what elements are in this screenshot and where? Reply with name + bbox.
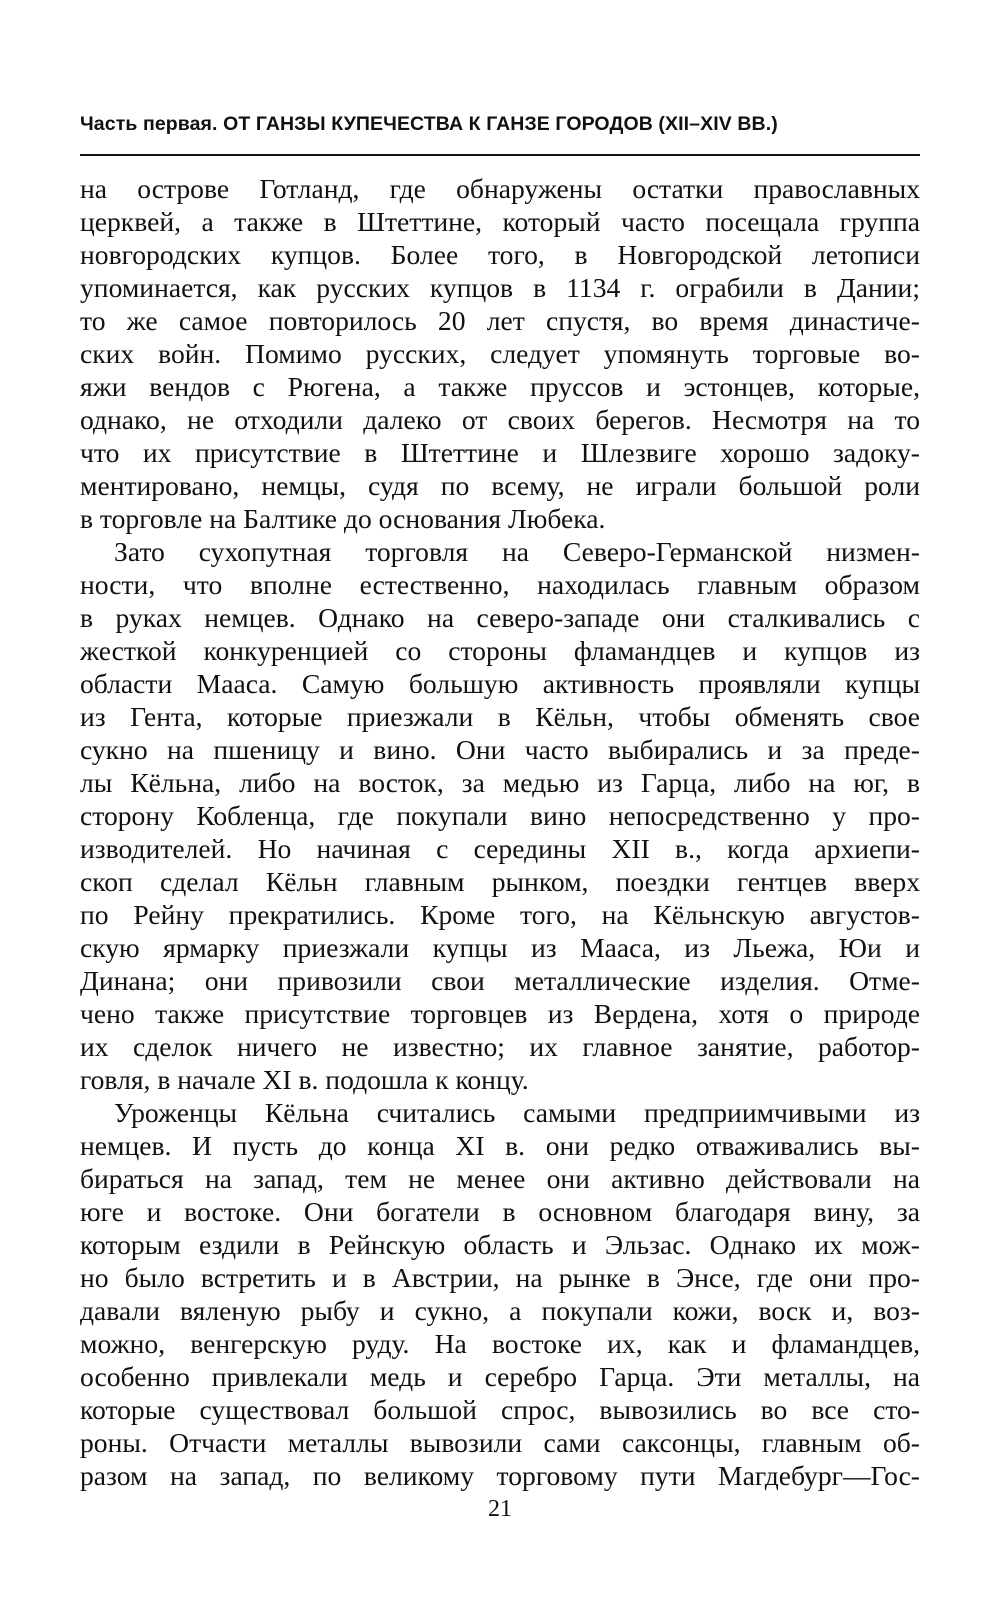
text-line: скую ярмарку приезжали купцы из Мааса, из Льежа, Юи и [80, 932, 920, 963]
text-line: изводителей. Но начиная с середины XII в., когда архиепи- [80, 833, 920, 864]
text-line: разом на запад, по великому торговому пути Магдебург—Гос- [80, 1460, 920, 1491]
text-line: можно, венгерскую руду. На востоке их, как и фламандцев, [80, 1328, 920, 1359]
body-text [80, 172, 920, 1492]
text-line: чено также присутствие торговцев из Вердена, хотя о природе [80, 998, 920, 1029]
text-line: скоп сделал Кёльн главным рынком, поездки гентцев вверх [80, 866, 920, 897]
text-line: упоминается, как русских купцов в 1134 г. ограбили в Дании; [80, 272, 920, 303]
header-rule [80, 154, 920, 156]
text-line: то же самое повторилось 20 лет спустя, во время династиче- [80, 305, 920, 336]
text-line: которые существовал большой спрос, вывозились во все сто- [80, 1394, 920, 1425]
text-line: юге и востоке. Они богатели в основном благодаря вину, за [80, 1196, 920, 1227]
text-line: однако, не отходили далеко от своих берегов. Несмотря на то [80, 404, 920, 435]
text-line: сторону Кобленца, где покупали вино непосредственно у про- [80, 800, 920, 831]
text-line: церквей, а также в Штеттине, который часто посещала группа [80, 206, 920, 237]
running-header [80, 113, 920, 136]
text-line: бираться на запад, тем не менее они активно действовали на [80, 1163, 920, 1194]
paragraph [80, 1096, 920, 1492]
text-line: но было встретить и в Австрии, на рынке в Энсе, где они про- [80, 1262, 920, 1293]
text-line: ментировано, немцы, судя по всему, не играли большой роли [80, 470, 920, 501]
text-line: что их присутствие в Штеттине и Шлезвиге хорошо задоку- [80, 437, 920, 468]
text-line: ности, что вполне естественно, находилась главным образом [80, 569, 920, 600]
text-line: из Гента, которые приезжали в Кёльн, чтобы обменять свое [80, 701, 920, 732]
text-line: лы Кёльна, либо на восток, за медью из Гарца, либо на юг, в [80, 767, 920, 798]
paragraph [80, 535, 920, 1096]
text-line: сукно на пшеницу и вино. Они часто выбирались и за преде- [80, 734, 920, 765]
text-line: Зато сухопутная торговля на Северо-Германской низмен- [114, 536, 920, 567]
text-line: роны. Отчасти металлы вывозили сами саксонцы, главным об- [80, 1427, 920, 1458]
text-line: новгородских купцов. Более того, в Новгородской летописи [80, 239, 920, 270]
text-line: жесткой конкуренцией со стороны фламандцев и купцов из [80, 635, 920, 666]
text-line: яжи вендов с Рюгена, а также пруссов и эстонцев, которые, [80, 371, 920, 402]
text-line: в руках немцев. Однако на северо-западе они сталкивались с [80, 602, 920, 633]
text-line: давали вяленую рыбу и сукно, а покупали кожи, воск и, воз- [80, 1295, 920, 1326]
text-line: ских войн. Помимо русских, следует упомянуть торговые во- [80, 338, 920, 369]
text-line: их сделок ничего не известно; их главное занятие, работор- [80, 1031, 920, 1062]
text-line: на острове Готланд, где обнаружены остатки православных [80, 173, 920, 204]
text-line: Уроженцы Кёльна считались самыми предприимчивыми из [114, 1097, 920, 1128]
header-part-label: Часть первая. [80, 113, 218, 135]
paragraph [80, 172, 920, 535]
text-line: в торговле на Балтике до основания Любека. [80, 503, 606, 534]
text-line: говля, в начале XI в. подошла к концу. [80, 1064, 529, 1095]
text-line: Динана; они привозили свои металлические изделия. Отме- [80, 965, 920, 996]
text-line: особенно привлекали медь и серебро Гарца. Эти металлы, на [80, 1361, 920, 1392]
text-line: немцев. И пусть до конца XI в. они редко отваживались вы- [80, 1130, 920, 1161]
header-title: ОТ ГАНЗЫ КУПЕЧЕСТВА К ГАНЗЕ ГОРОДОВ (XII–XIV ВВ.) [223, 113, 778, 135]
text-line: которым ездили в Рейнскую область и Эльзас. Однако их мож- [80, 1229, 920, 1260]
text-line: по Рейну прекратились. Кроме того, на Кёльнскую августов- [80, 899, 920, 930]
page-number: 21 [488, 1496, 512, 1522]
text-line: области Мааса. Самую большую активность проявляли купцы [80, 668, 920, 699]
